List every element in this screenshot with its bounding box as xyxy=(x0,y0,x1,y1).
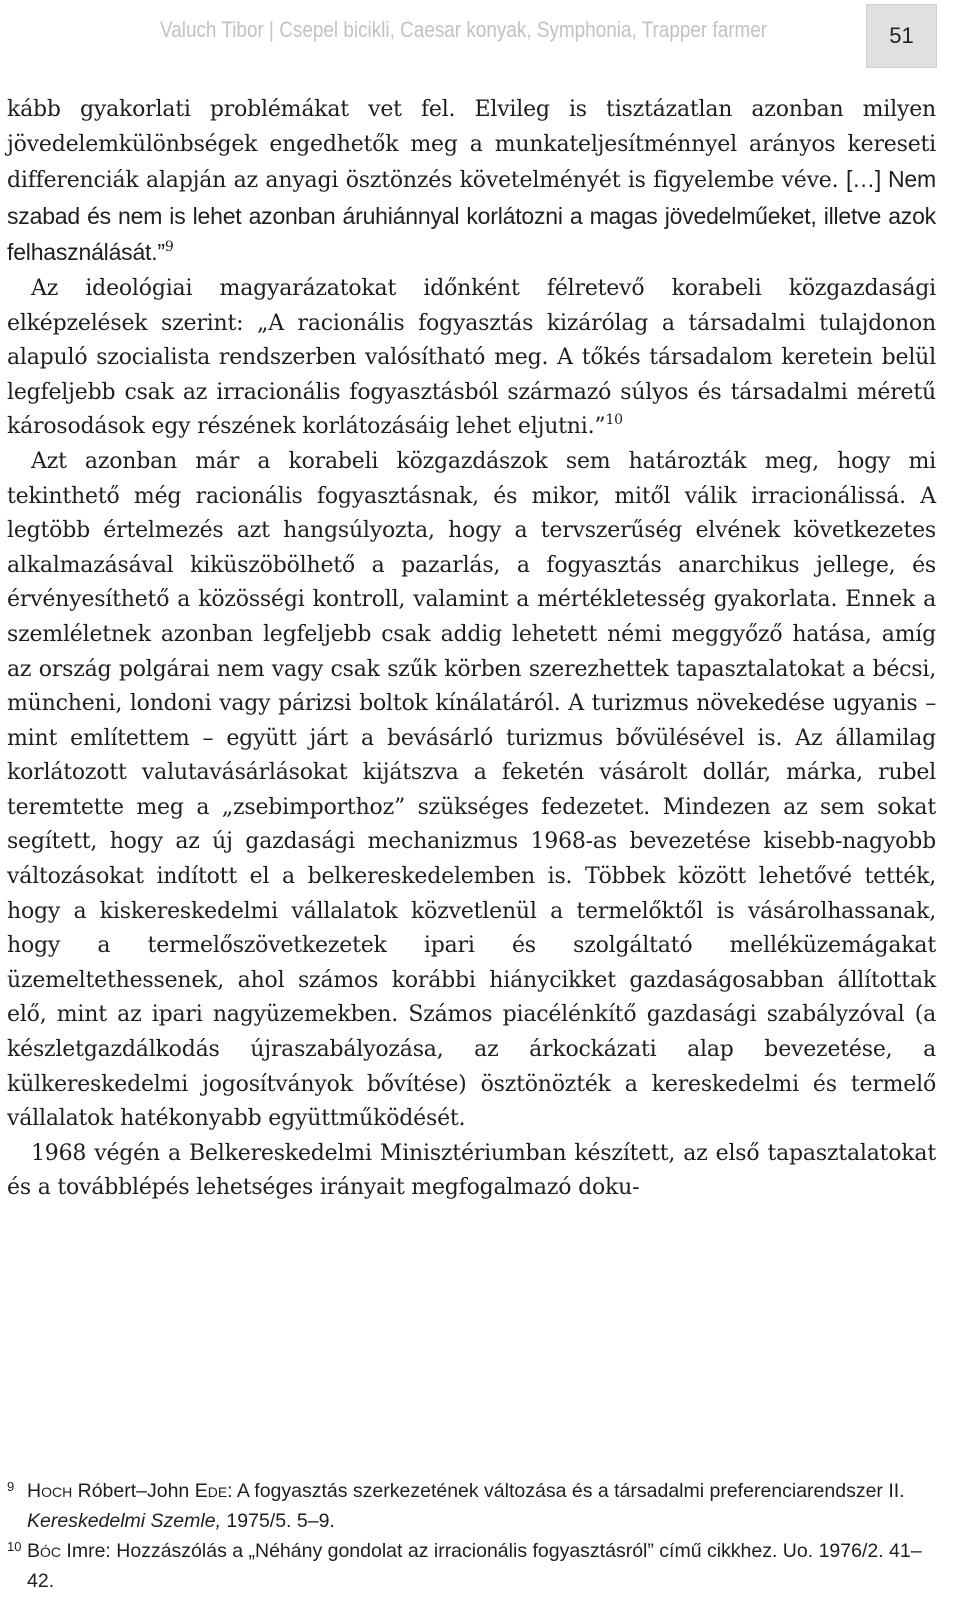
paragraph-4: 1968 végén a Belkereskedelmi Minisztériumban készített, az első tapasztalatokat és a továbblépés lehetséges irányait megfogalmazó doku- xyxy=(7,1140,936,1201)
footnote-9 xyxy=(7,1476,936,1536)
paragraph-1 xyxy=(7,93,936,272)
footnote-10 xyxy=(7,1536,936,1596)
footnote-number: 10 xyxy=(7,1539,22,1554)
page-number: 51 xyxy=(866,4,937,68)
running-header xyxy=(0,0,960,70)
footnotes xyxy=(7,1476,936,1596)
main-text xyxy=(7,93,936,1206)
footnote-number: 9 xyxy=(7,1479,15,1494)
paragraph-1-text: kább gyakorlati problémákat vet fel. Elvileg is tisztázatlan azonban milyen jövedelemkülönbségek engedhetők meg a munkateljesítménnyel arányos kereseti differenciák alapján az anyagi ösztönzés követelményét is figyelembe véve. xyxy=(7,97,936,194)
running-title: Valuch Tibor | Csepel bicikli, Caesar konyak, Symphonia, Trapper farmer xyxy=(160,17,768,42)
paragraph-2-text: Az ideológiai magyarázatokat időnként félretevő korabeli közgazdasági elképzelések szerint: „A racionális fogyasztás kizárólag a társadalmi tulajdonon alapuló szocialista rendszerben valósítható meg. A tőkés társadalom keretein belül legfeljebb csak az irracionális fogyasztásból származó súlyos és társadalmi méretű károsodások egy részének korlátozásáig lehet eljutni.” xyxy=(7,275,936,440)
quote-continuation: […] Nem szabad és nem is lehet azonban áruhiánnyal korlátozni a magas jövedelműeket, illetve azok felhasználását.” xyxy=(7,166,936,266)
footnote-ref-10[interactable]: 10 xyxy=(605,412,623,429)
footnote-author-given: Róbert–John xyxy=(72,1480,195,1502)
footnote-citation: 1975/5. 5–9. xyxy=(221,1510,335,1532)
footnote-author-2: Ede xyxy=(194,1480,228,1502)
footnote-text: Imre: Hozzászólás a „Néhány gondolat az irracionális fogyasztásról” című cikkhez. Uo. 1976/2. 41–42. xyxy=(27,1540,922,1592)
footnote-ref-9[interactable]: 9 xyxy=(164,239,174,256)
footnote-journal: Kereskedelmi Szemle, xyxy=(27,1510,221,1532)
paragraph-3: Azt azonban már a korabeli közgazdászok sem határozták meg, hogy mi tekinthető még racionális fogyasztásnak, és mikor, mitől válik irracionálissá. A legtöbb értelmezés azt hangsúlyozta, hogy a tervszerűség elvének következetes alkalmazásával kiküszöbölhető a pazarlás, a fogyasztás anarchikus jellege, és érvényesíthető a közösségi kontroll, valamint a mértékletesség gyakorlata. Ennek a szemléletnek azonban legfeljebb csak addig lehetett némi meggyőző hatása, amíg az ország polgárai nem vagy csak szűk körben szerezhettek tapasztalatokat a bécsi, müncheni, londoni vagy párizsi boltok kínálatáról. A turizmus növekedése ugyanis – mint említettem – együtt járt a bevásárló turizmus bővülésével is. Az államilag korlátozott valutavásárlásokat kijátszva a feketén vásárolt dollár, márka, rubel teremtette meg a „zsebimporthoz” szükséges fedezetet. Mindezen az sem sokat segített, hogy az új gazdasági mechanizmus 1968-as bevezetése kisebb-nagyobb változásokat indított el a belkereskedelemben is. Többek között lehetővé tették, hogy a kiskereskedelmi vállalatok közvetlenül a termelőktől is vásárolhassanak, hogy a termelőszövetkezetek ipari és szolgáltató melléküzemágakat üzemeltethessenek, ahol számos korábbi hiánycikket gazdaságosabban állítottak elő, mint az ipari nagyüzemekben. Számos piacélénkítő gazdasági szabályzóval (a készletgazdálkodás újraszabályozása, az árkockázati alap bevezetése, a külkereskedelmi jogosítványok bővítése) ösztönözték a kereskedelmi és termelő vállalatok hatékonyabb együttműködését. xyxy=(7,448,936,1132)
paragraph-2 xyxy=(7,272,936,445)
footnote-author: Hoch xyxy=(27,1480,73,1502)
footnote-author: Bóc xyxy=(27,1540,62,1562)
footnote-title: : A fogyasztás szerkezetének változása és a társadalmi preferenciarendszer II. xyxy=(227,1480,905,1502)
